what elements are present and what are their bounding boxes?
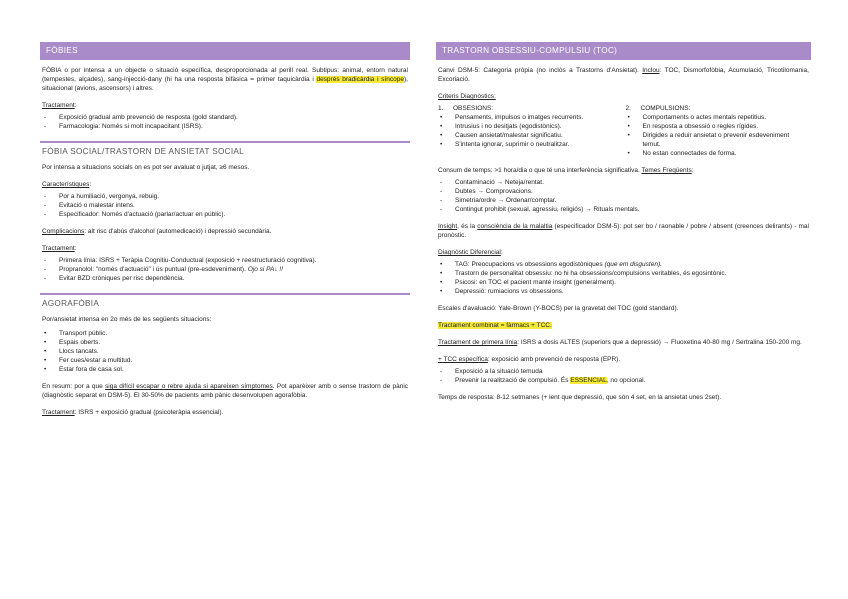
list-item: • Psicosi: en TOC el pacient manté insight (generalment). [438,278,809,287]
fobies-treatment-list [40,113,410,131]
social-complications: Complicacions: alt risc d'abús d'alcohol (automedicació) i depressió secundària. [42,228,272,235]
list-item: - Evitació o malestar intens. [42,201,408,210]
compulsions-block: 2. COMPULSIONS: • Comportaments o actes mentals repetitius. • En resposta a obsessió o regles rígides. • Dirigides a reduir ansietat o prevenir esdeveniment temut. • No estan connectades de forma. [624,104,812,158]
agora-treatment: Tractament: ISRS + exposició gradual (psicoteràpia essencial). [42,409,224,416]
list-item: - Evitar BZD cròniques per risc dependència. [42,274,408,283]
list-item: - Por a humiliació, vergonya, rebuig. [42,192,408,201]
obsessions-block: 1. OBSESIONS: • Pensaments, impulsos o imatges recurrents. • Intrusius i no desitjats (egodistònics). • Causen ansietat/malestar significatiu. • S'intenta ignorar, suprimir o neutralitzar. [436,104,624,158]
list-item: - Exposició a la situació temuda [438,367,809,376]
list-item: - Prevenir la realització de compulsió. És ESSENCIAL, no opcional. [438,376,809,385]
list-item: - Simetria/ordre → Ordenar/comptar. [438,196,809,205]
highlight-combined: Tractament combinat = fàrmacs + TCC. [438,322,552,329]
list-item: • Estar fora de casa sol. [42,365,408,374]
fobies-description: FÒBIA o por intensa a un objecte o situació específica, desproporcionada al perill real. Subtipus: animal, entorn natural (tempestes, alçades), sang-injecció-dany (hi ha una resposta bifàsica = primer taquicàrdia i després bradicàrdia i síncope), situacional (avions, ascensors) i altres. [42,67,408,92]
social-characteristics-list [40,192,410,219]
highlight-bradicardia: després bradicàrdia i síncope [316,76,404,83]
first-line-treatment: Tractament de primera línia: ISRS a dosis ALTES (superiors que a depressió) → Fluoxetina 40-80 mg / Sertralina 150-200 mg. [438,339,802,346]
list-item: • S'intenta ignorar, suprimir o neutralitzar. [438,140,622,149]
agora-situations-list [40,329,410,374]
list-item: • En resposta a obsessió o regles rígides. [626,122,810,131]
list-item: • Llocs tancats. [42,347,408,356]
criteria-label: Criteris Diagnòstics: [438,93,496,100]
list-item: • Comportaments o actes mentals repetitius. [626,113,810,122]
list-item: • Dirigides a reduir ansietat o prevenir esdeveniment temut. [626,131,810,149]
tcc-list [436,367,811,385]
right-column [436,42,811,402]
social-characteristics-label: Característiques: [42,181,92,188]
list-item: • TAG: Preocupacions vs obsessions egodistòniques (que em disgusten). [438,260,809,269]
list-item: • No estan connectades de forma. [626,149,810,158]
scales-text: Escales d'avaluació: Yale-Brown (Y-BOCS) per la gravetat del TOC (gold standard). [438,305,679,312]
tcc-text: + TCC específica: exposició amb prevenció de resposta (EPR). [438,356,621,363]
list-item: • Intrusius i no desitjats (egodistònics). [438,122,622,131]
left-column [40,42,410,417]
fobies-treatment-label: Tractament: [42,102,77,109]
list-item: - Exposició gradual amb prevenció de resposta (gold standard). [42,113,408,122]
insight-text: Insight, és la consciència de la malaltia (especificador DSM-5): pot ser bo / raonable / pobre / absent (creences delirants) - mal pronòstic. [438,223,809,239]
social-treatment-list [40,256,410,283]
themes-list [436,178,811,214]
social-description: Por intensa a situacions socials on es pot ser avaluat o jutjat, ≥6 mesos. [42,164,250,171]
differential-list [436,260,811,296]
social-treatment-label: Tractament: [42,245,77,252]
agora-summary: En resum: por a que siga difícil escapar o rebre ajuda si apareixen símptomes. Pot aparèixer amb o sense trastorn de pànic (diagnòstic separat en DSM-5). El 30-50% de pacients amb pànic desenvolupen agorafòbia. [42,383,409,399]
list-item: - Dubtes → Comprovacions. [438,187,809,196]
list-item: • Fer cues/estar a multitud. [42,356,408,365]
section-header-fobies: FÒBIES [40,42,410,60]
list-item: • Transport públic. [42,329,408,338]
list-item: • Trastorn de personalitat obsessiu: no hi ha obsessions/compulsions veritables, és egosintònic. [438,269,809,278]
response-time: Temps de resposta: 8-12 setmanes (+ lent que depressió, que són 4 set, en la ansietat unes 2set). [438,394,722,401]
list-item: - Especificador: Només d'actuació (parlar/actuar en públic). [42,210,408,219]
list-item: - Contingut prohibit (sexual, agressiu, religiós) → Rituals mentals. [438,205,809,214]
section-header-social: FÒBIA SOCIAL/TRASTORN DE ANSIETAT SOCIAL [40,141,410,157]
combined-treatment [438,321,809,330]
agora-description: Por/ansietat intensa en 2o més de les següents situacions: [42,316,212,323]
list-item: - Farmacologia: Només si molt incapacitant (ISRS). [42,122,408,131]
list-item: • Pensaments, impulsos o imatges recurrents. [438,113,622,122]
differential-label: Diagnòstic Diferencial: [438,249,503,256]
list-item: - Primera línia: ISRS + Teràpia Cognitiu-Conductual (exposició + reestructuració cognitiva). [42,256,408,265]
list-item: • Espais oberts. [42,338,408,347]
list-item: - Propranolol: "només d'actuació" i ús puntual (pre-esdeveniment). Ojo si PA↓ !! [42,265,408,274]
section-header-agorafobia: AGORAFÒBIA [40,293,410,309]
section-header-toc: TRASTORN OBSESSIU-COMPULSIU (TOC) [436,42,811,60]
list-item: - Contaminació → Neteja/rentat. [438,178,809,187]
toc-intro: Canvi DSM-5: Categoria pròpia (no inclòs a Trastorns d'Ansietat). Inclou: TOC, Dismorfofòbia, Acumulació, Tricotilomania, Excoriació. [438,67,809,83]
list-item: • Depressió: rumiacions vs obsessions. [438,287,809,296]
criteria-columns [436,104,811,158]
time-consumption: Consum de temps: >1 hora/dia o que té una interferència significativa. Temes Freqüents: [438,167,694,174]
highlight-essencial: ESSENCIAL [570,377,607,384]
list-item: • Causen ansietat/malestar significatiu. [438,131,622,140]
